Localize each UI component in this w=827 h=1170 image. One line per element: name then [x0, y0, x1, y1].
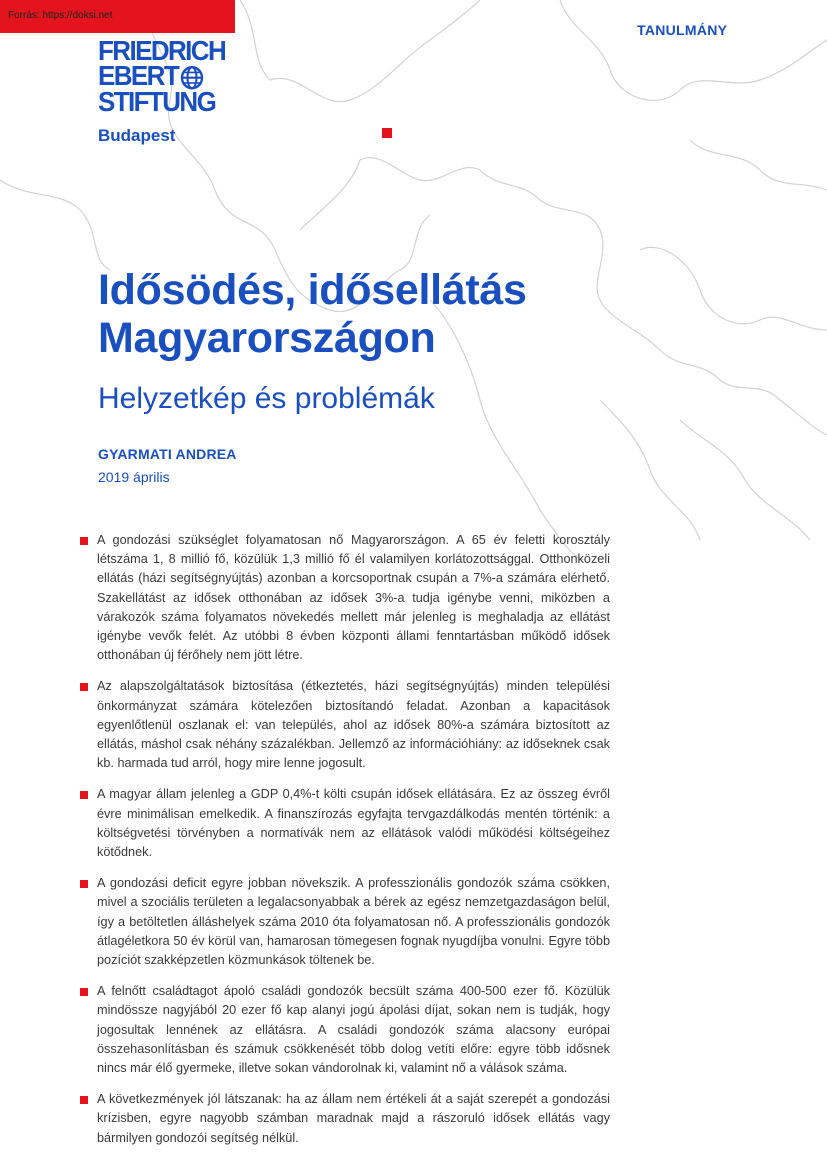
bullet-square-icon — [80, 537, 88, 545]
logo-line-2-text: EBERT — [98, 59, 179, 92]
bullet-square-icon — [80, 988, 88, 996]
author-name: GYARMATI ANDREA — [98, 446, 237, 462]
list-item-text: A következmények jól látszanak: ha az állam nem értékeli át a saját szerepét a gondozási krízisben, egyre nagyobb számban maradnak majd a rászoruló idősek ellátás vagy bármilyen gondozói segítség nélkül. — [97, 1092, 610, 1145]
logo-line-3: STIFTUNG — [98, 85, 216, 118]
list-item-text: A felnőtt családtagot ápoló családi gondozók becsült száma 400-500 ezer fő. Közülük mindössze nagyjából 20 ezer fő kap alanyi jogú ápolási díjat, sokan nem is tudják, hogy jogosultak lennének az ellátásra. A családi gondozók száma alacsony európai összehasonlításban és számuk csökkenését több dolog vetíti előre: egyre több idősnek nincs már élő gyermeke, illetve sokan vándorolnak ki, valamint nő a válások száma. — [97, 984, 610, 1076]
logo-city: Budapest — [98, 126, 176, 145]
fes-logo — [98, 34, 238, 118]
page-subtitle: Helyzetkép és problémák — [98, 382, 435, 415]
list-item-text: Az alapszolgáltatások biztosítása (étkeztetés, házi segítségnyújtás) minden települési önkormányzat számára kötelezően biztosítandó feladat. Azonban a kapacitások egyenlőtlenül oszlanak el: van település, ahol az idősek 80%-a számára biztosított az ellátás, máshol csak néhány százalékban. Jellemző az információhiány: az időseknek csak kb. harmada tud arról, hogy mire lenne jogosult. — [97, 679, 610, 771]
title-line-2: Magyarországon — [98, 314, 436, 362]
list-item — [80, 982, 610, 1078]
list-item — [80, 531, 610, 665]
summary-list — [80, 531, 610, 1160]
source-label: Forrás: https://doksi.net — [8, 10, 113, 21]
bullet-square-icon — [80, 683, 88, 691]
red-square-marker — [382, 128, 392, 138]
title-line-1: Idősödés, idősellátás — [98, 266, 527, 314]
list-item-text: A gondozási deficit egyre jobban növekszik. A professzionális gondozók száma csökken, mivel a szociális területen a legalacsonyabbak a bérek az egész nemzetgazdaságon belül, így a betöltetlen álláshelyek száma 2010 óta folyamatosan nő. A professzionális gondozók átlagéletkora 50 év körül van, hamarosan tömegesen fognak nyugdíjba vonulni. Egyre több pozíciót szakképzetlen közmunkások töltenek be. — [97, 876, 610, 968]
bullet-square-icon — [80, 791, 88, 799]
logo-line-1: FRIEDRICH — [98, 34, 226, 67]
list-item — [80, 1090, 610, 1148]
page-title — [98, 266, 527, 362]
list-item-text: A magyar állam jelenleg a GDP 0,4%-t költi csupán idősek ellátására. Ez az összeg évről évre minimálisan emelkedik. A finanszírozás egyfajta tervgazdálkodás mentén történik: a költségvetési törvényben a normatívák nem az ellátások valódi működési költségeihez kötődnek. — [97, 787, 610, 860]
list-item — [80, 785, 610, 862]
publication-date: 2019 április — [98, 469, 170, 485]
list-item — [80, 677, 610, 773]
doc-type-label: TANULMÁNY — [637, 22, 728, 38]
list-item — [80, 874, 610, 970]
bullet-square-icon — [80, 880, 88, 888]
bullet-square-icon — [80, 1096, 88, 1104]
list-item-text: A gondozási szükséglet folyamatosan nő Magyarországon. A 65 év feletti korosztály létszáma 1, 8 millió fő, közülük 1,3 millió fő él valamilyen korlátozottsággal. Otthonközeli ellátás (házi segítségnyújtás) azonban a korcsoportnak csupán a 7%-a számára elérhető. Szakellátást az idősek otthonában az idősek 3%-a tudja igénybe venni, miközben a várakozók száma folyamatos növekedés mellett már jelenleg is meghaladja az ellátást igénybe vevők felét. Az utóbbi 8 évben központi állami fenntartásban működő idősek otthonában új férőhely nem jött létre. — [97, 533, 610, 663]
